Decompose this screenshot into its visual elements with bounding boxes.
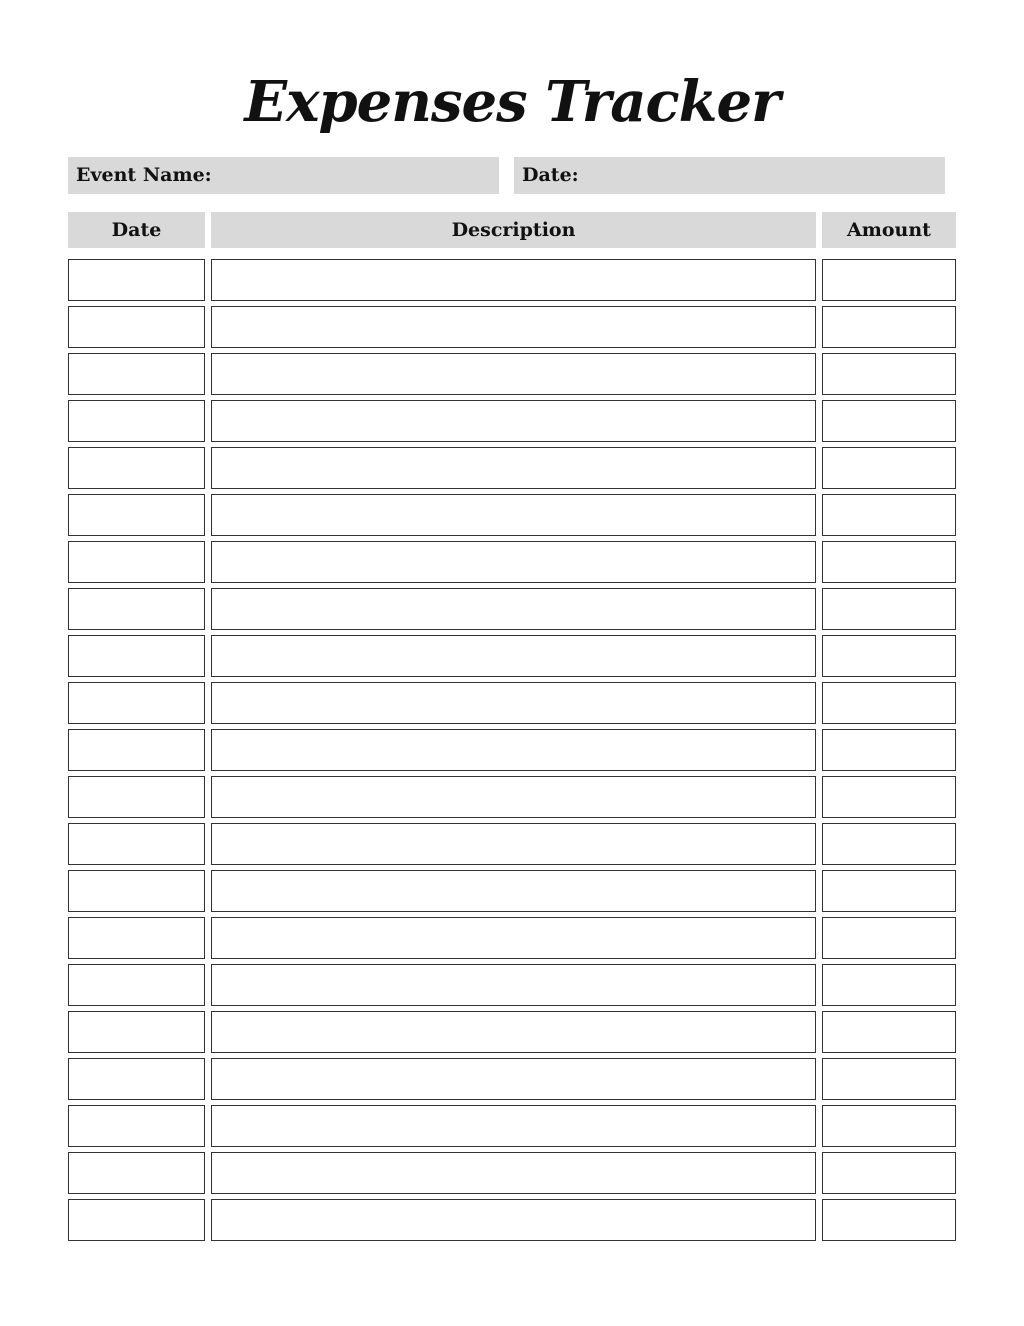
- date-label: Date:: [522, 164, 579, 186]
- date-cell[interactable]: [68, 964, 205, 1006]
- table-row: [0, 635, 1024, 682]
- amount-cell[interactable]: [822, 541, 956, 583]
- event-name-label: Event Name:: [76, 164, 212, 186]
- date-cell[interactable]: [68, 776, 205, 818]
- table-row: [0, 588, 1024, 635]
- amount-cell[interactable]: [822, 1152, 956, 1194]
- amount-cell[interactable]: [822, 400, 956, 442]
- description-cell[interactable]: [211, 494, 816, 536]
- amount-cell[interactable]: [822, 682, 956, 724]
- description-cell[interactable]: [211, 635, 816, 677]
- amount-cell[interactable]: [822, 964, 956, 1006]
- date-cell[interactable]: [68, 541, 205, 583]
- date-cell[interactable]: [68, 917, 205, 959]
- description-cell[interactable]: [211, 259, 816, 301]
- table-row: [0, 917, 1024, 964]
- column-header-description: Description: [211, 212, 816, 248]
- date-cell[interactable]: [68, 1105, 205, 1147]
- amount-cell[interactable]: [822, 494, 956, 536]
- description-cell[interactable]: [211, 1152, 816, 1194]
- date-field[interactable]: [514, 157, 945, 194]
- amount-cell[interactable]: [822, 635, 956, 677]
- amount-cell[interactable]: [822, 870, 956, 912]
- amount-cell[interactable]: [822, 1105, 956, 1147]
- amount-cell[interactable]: [822, 823, 956, 865]
- table-row: [0, 494, 1024, 541]
- table-row: [0, 964, 1024, 1011]
- amount-cell[interactable]: [822, 588, 956, 630]
- description-cell[interactable]: [211, 1199, 816, 1241]
- date-cell[interactable]: [68, 729, 205, 771]
- date-cell[interactable]: [68, 306, 205, 348]
- table-row: [0, 870, 1024, 917]
- amount-cell[interactable]: [822, 259, 956, 301]
- table-row: [0, 729, 1024, 776]
- description-cell[interactable]: [211, 964, 816, 1006]
- amount-cell[interactable]: [822, 353, 956, 395]
- page-title: Expenses Tracker: [244, 69, 780, 135]
- description-cell[interactable]: [211, 400, 816, 442]
- description-cell[interactable]: [211, 541, 816, 583]
- date-cell[interactable]: [68, 1199, 205, 1241]
- table-row: [0, 541, 1024, 588]
- amount-cell[interactable]: [822, 776, 956, 818]
- description-cell[interactable]: [211, 917, 816, 959]
- amount-cell[interactable]: [822, 729, 956, 771]
- date-cell[interactable]: [68, 1152, 205, 1194]
- table-row: [0, 1199, 1024, 1246]
- table-row: [0, 1011, 1024, 1058]
- amount-cell[interactable]: [822, 1199, 956, 1241]
- amount-cell[interactable]: [822, 447, 956, 489]
- amount-cell[interactable]: [822, 1011, 956, 1053]
- description-cell[interactable]: [211, 776, 816, 818]
- table-row: [0, 353, 1024, 400]
- description-cell[interactable]: [211, 306, 816, 348]
- description-cell[interactable]: [211, 682, 816, 724]
- event-name-field[interactable]: [68, 157, 499, 194]
- date-cell[interactable]: [68, 447, 205, 489]
- date-cell[interactable]: [68, 870, 205, 912]
- date-cell[interactable]: [68, 1011, 205, 1053]
- amount-cell[interactable]: [822, 917, 956, 959]
- date-cell[interactable]: [68, 259, 205, 301]
- column-header-amount: Amount: [822, 212, 956, 248]
- date-cell[interactable]: [68, 635, 205, 677]
- expense-table-body: [0, 259, 1024, 1246]
- date-cell[interactable]: [68, 1058, 205, 1100]
- description-cell[interactable]: [211, 1011, 816, 1053]
- date-cell[interactable]: [68, 494, 205, 536]
- table-row: [0, 823, 1024, 870]
- table-row: [0, 1152, 1024, 1199]
- table-row: [0, 682, 1024, 729]
- column-header-date: Date: [68, 212, 205, 248]
- table-row: [0, 306, 1024, 353]
- date-cell[interactable]: [68, 400, 205, 442]
- table-row: [0, 1105, 1024, 1152]
- amount-cell[interactable]: [822, 1058, 956, 1100]
- table-row: [0, 776, 1024, 823]
- description-cell[interactable]: [211, 823, 816, 865]
- date-cell[interactable]: [68, 682, 205, 724]
- description-cell[interactable]: [211, 447, 816, 489]
- table-row: [0, 1058, 1024, 1105]
- description-cell[interactable]: [211, 729, 816, 771]
- table-row: [0, 400, 1024, 447]
- description-cell[interactable]: [211, 1105, 816, 1147]
- table-row: [0, 447, 1024, 494]
- description-cell[interactable]: [211, 1058, 816, 1100]
- date-cell[interactable]: [68, 353, 205, 395]
- amount-cell[interactable]: [822, 306, 956, 348]
- description-cell[interactable]: [211, 588, 816, 630]
- description-cell[interactable]: [211, 870, 816, 912]
- date-cell[interactable]: [68, 588, 205, 630]
- description-cell[interactable]: [211, 353, 816, 395]
- table-row: [0, 259, 1024, 306]
- date-cell[interactable]: [68, 823, 205, 865]
